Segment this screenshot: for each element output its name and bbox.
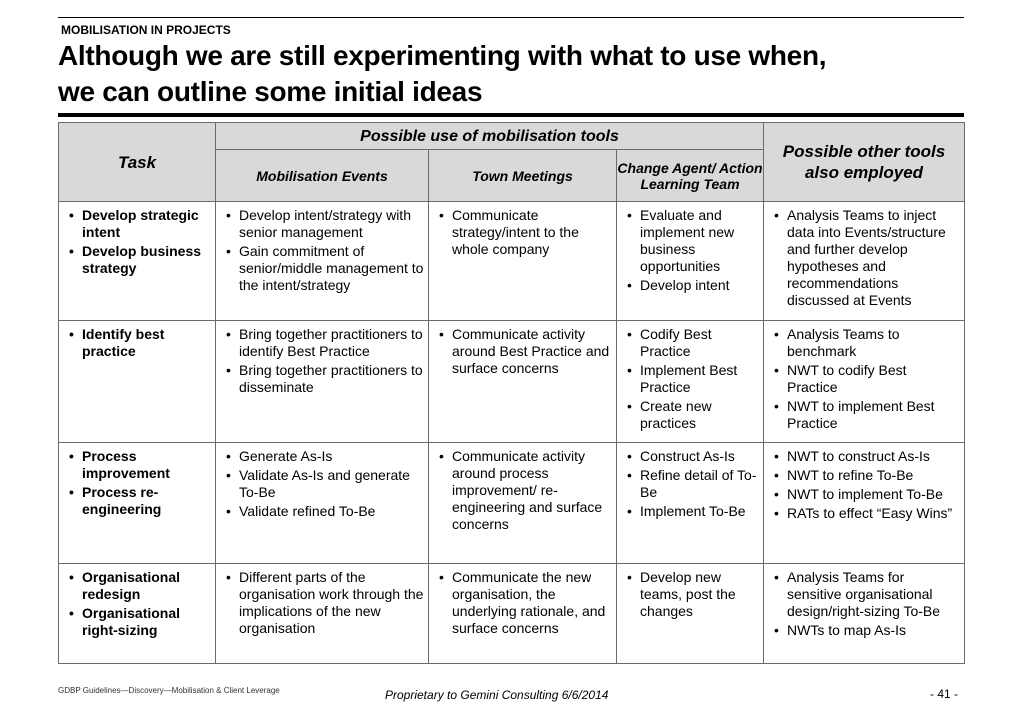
list-item: • Evaluate and implement new business opportunities: [623, 207, 759, 275]
title-rule: [58, 113, 964, 117]
list-item: • Bring together practitioners to identify Best Practice: [222, 326, 424, 360]
list-item: • Refine detail of To-Be: [623, 467, 759, 501]
list-item: • Communicate strategy/intent to the whole company: [435, 207, 612, 258]
list-item: • Communicate activity around Best Practice and surface concerns: [435, 326, 612, 377]
table-row: [59, 202, 965, 321]
list-item: • Analysis Teams to benchmark: [770, 326, 960, 360]
section-label: MOBILISATION IN PROJECTS: [61, 23, 231, 37]
other-cell: [764, 564, 965, 664]
list-item: • Create new practices: [623, 398, 759, 432]
other-tools-column-header: Possible other tools also employed: [764, 123, 965, 202]
list-item: • Implement Best Practice: [623, 362, 759, 396]
top-rule: [58, 17, 964, 18]
page-number: - 41 -: [930, 687, 959, 701]
events-cell: [216, 443, 429, 564]
title-line-2: we can outline some initial ideas: [58, 76, 483, 107]
town-meetings-header: Town Meetings: [429, 150, 617, 202]
table-row: [59, 321, 965, 443]
list-item: • Analysis Teams for sensitive organisational design/right-sizing To-Be: [770, 569, 960, 620]
list-item: • Identify best practice: [65, 326, 211, 360]
mobilisation-tools-group-header: Possible use of mobilisation tools: [216, 123, 764, 150]
town-cell: [429, 564, 617, 664]
agent-cell: [617, 443, 764, 564]
list-item: • Bring together practitioners to disseminate: [222, 362, 424, 396]
list-item: • Generate As-Is: [222, 448, 424, 465]
agent-cell: [617, 321, 764, 443]
agent-cell: [617, 202, 764, 321]
change-agent-header: Change Agent/ Action Learning Team: [617, 150, 764, 202]
task-cell: [59, 202, 216, 321]
footer-source: GDBP Guidelines—Discovery—Mobilisation & Client Leverage: [58, 686, 280, 695]
list-item: • Develop new teams, post the changes: [623, 569, 759, 620]
list-item: • Organisational right-sizing: [65, 605, 211, 639]
list-item: • Organisational redesign: [65, 569, 211, 603]
table-row: [59, 443, 965, 564]
events-cell: [216, 564, 429, 664]
town-cell: [429, 321, 617, 443]
list-item: • Develop strategic intent: [65, 207, 211, 241]
list-item: • Gain commitment of senior/middle management to the intent/strategy: [222, 243, 424, 294]
list-item: • Develop intent: [623, 277, 759, 294]
list-item: • Develop intent/strategy with senior management: [222, 207, 424, 241]
list-item: • Validate refined To-Be: [222, 503, 424, 520]
list-item: • Communicate activity around process improvement/ re-engineering and surface concerns: [435, 448, 612, 533]
task-cell: [59, 443, 216, 564]
list-item: • Process improvement: [65, 448, 211, 482]
list-item: • NWT to implement To-Be: [770, 486, 960, 503]
list-item: • Construct As-Is: [623, 448, 759, 465]
list-item: • Implement To-Be: [623, 503, 759, 520]
list-item: • Codify Best Practice: [623, 326, 759, 360]
footer-proprietary: Proprietary to Gemini Consulting 6/6/2014: [385, 688, 609, 702]
list-item: • Process re-engineering: [65, 484, 211, 518]
task-column-header: Task: [59, 123, 216, 202]
events-cell: [216, 321, 429, 443]
list-item: • NWT to construct As-Is: [770, 448, 960, 465]
table-row: [59, 564, 965, 664]
list-item: • Develop business strategy: [65, 243, 211, 277]
other-cell: [764, 443, 965, 564]
list-item: • NWTs to map As-Is: [770, 622, 960, 639]
task-cell: [59, 321, 216, 443]
list-item: • Validate As-Is and generate To-Be: [222, 467, 424, 501]
events-cell: [216, 202, 429, 321]
list-item: • NWT to codify Best Practice: [770, 362, 960, 396]
list-item: • Different parts of the organisation work through the implications of the new organisation: [222, 569, 424, 637]
title-line-1: Although we are still experimenting with what to use when,: [58, 40, 827, 71]
agent-cell: [617, 564, 764, 664]
mobilisation-tools-table: [58, 122, 965, 664]
mobilisation-events-header: Mobilisation Events: [216, 150, 429, 202]
list-item: • NWT to implement Best Practice: [770, 398, 960, 432]
town-cell: [429, 202, 617, 321]
list-item: • RATs to effect “Easy Wins”: [770, 505, 960, 522]
slide-title: [58, 38, 964, 110]
list-item: • Analysis Teams to inject data into Events/structure and further develop hypotheses and recommendations discussed at Events: [770, 207, 960, 309]
task-cell: [59, 564, 216, 664]
town-cell: [429, 443, 617, 564]
other-cell: [764, 202, 965, 321]
list-item: • NWT to refine To-Be: [770, 467, 960, 484]
other-cell: [764, 321, 965, 443]
list-item: • Communicate the new organisation, the underlying rationale, and surface concerns: [435, 569, 612, 637]
